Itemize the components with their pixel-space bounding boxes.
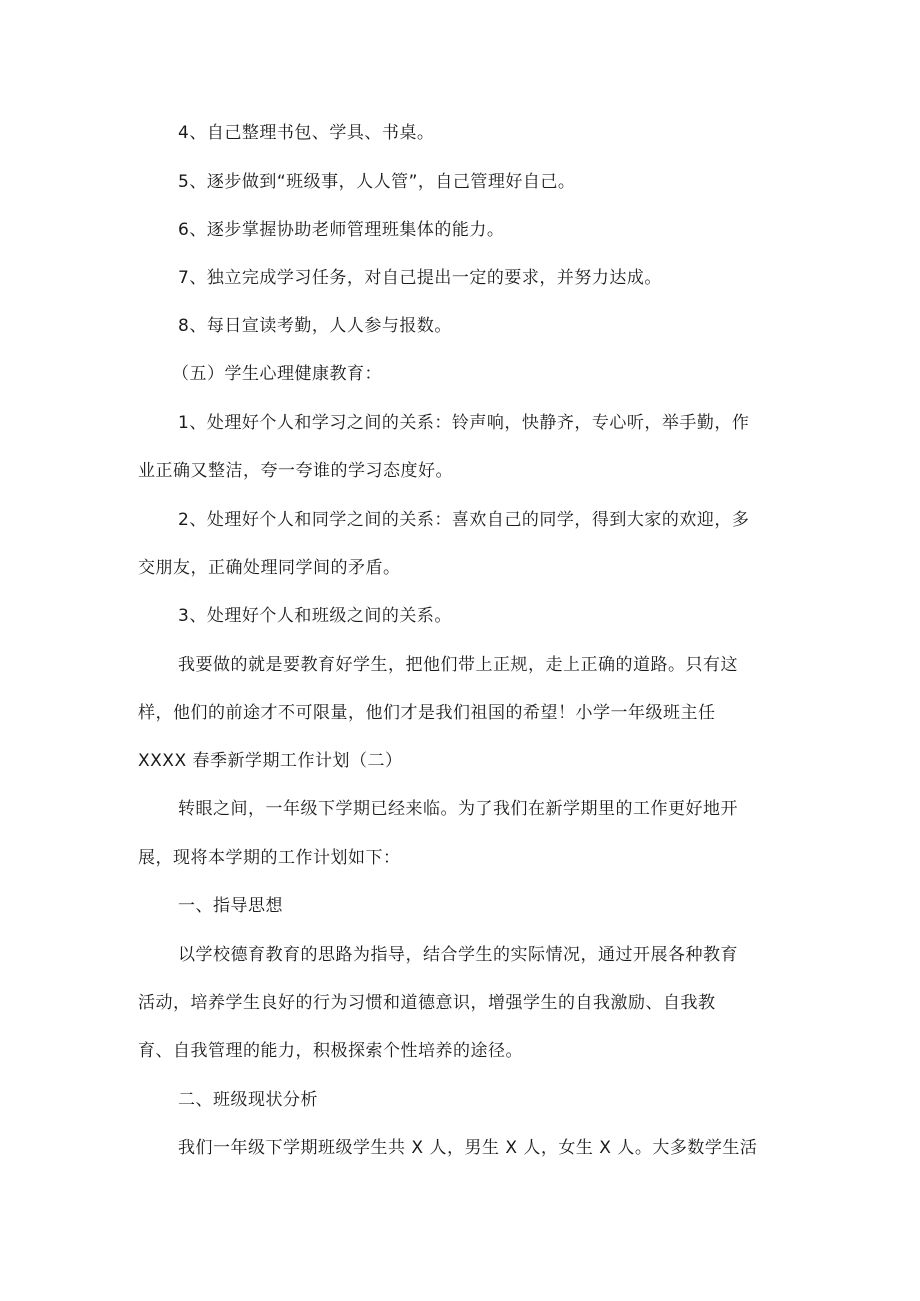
text-line: 转眼之间，一年级下学期已经来临。为了我们在新学期里的工作更好地开 bbox=[178, 799, 738, 819]
text-line: 交朋友，正确处理同学间的矛盾。 bbox=[138, 558, 401, 578]
document-subtitle: XXXX 春季新学期工作计划（二） bbox=[138, 751, 403, 771]
text-line: 1、处理好个人和学习之间的关系：铃声响，快静齐，专心听，举手勤，作 bbox=[178, 413, 750, 433]
text-line: 活动，培养学生良好的行为习惯和道德意识，增强学生的自我激励、自我教 bbox=[138, 993, 716, 1013]
section-heading: 一、指导思想 bbox=[178, 896, 283, 916]
text-line: 业正确又整洁，夸一夸谁的学习态度好。 bbox=[138, 461, 453, 481]
text-line: 2、处理好个人和同学之间的关系：喜欢自己的同学，得到大家的欢迎，多 bbox=[178, 510, 750, 530]
section-heading: （五）学生心理健康教育： bbox=[172, 364, 382, 384]
section-heading: 二、班级现状分析 bbox=[178, 1090, 318, 1110]
text-line: 以学校德育教育的思路为指导，结合学生的实际情况，通过开展各种教育 bbox=[178, 945, 738, 965]
text-line: 展，现将本学期的工作计划如下： bbox=[138, 848, 401, 868]
text-line: 我们一年级下学期班级学生共 X 人，男生 X 人，女生 X 人。大多数学生活 bbox=[178, 1138, 758, 1158]
text-line: 7、独立完成学习任务，对自己提出一定的要求，并努力达成。 bbox=[178, 268, 662, 288]
text-line: 样，他们的前途才不可限量，他们才是我们祖国的希望！小学一年级班主任 bbox=[138, 703, 716, 723]
text-line: 我要做的就是要教育好学生，把他们带上正规，走上正确的道路。只有这 bbox=[178, 655, 738, 675]
text-line: 8、每日宣读考勤，人人参与报数。 bbox=[178, 316, 452, 336]
text-line: 3、处理好个人和班级之间的关系。 bbox=[178, 606, 452, 626]
text-line: 4、自己整理书包、学具、书桌。 bbox=[178, 123, 435, 143]
text-line: 5、逐步做到“班级事，人人管”，自己管理好自己。 bbox=[178, 172, 576, 192]
text-line: 6、逐步掌握协助老师管理班集体的能力。 bbox=[178, 220, 505, 240]
text-line: 育、自我管理的能力，积极探索个性培养的途径。 bbox=[138, 1041, 523, 1061]
